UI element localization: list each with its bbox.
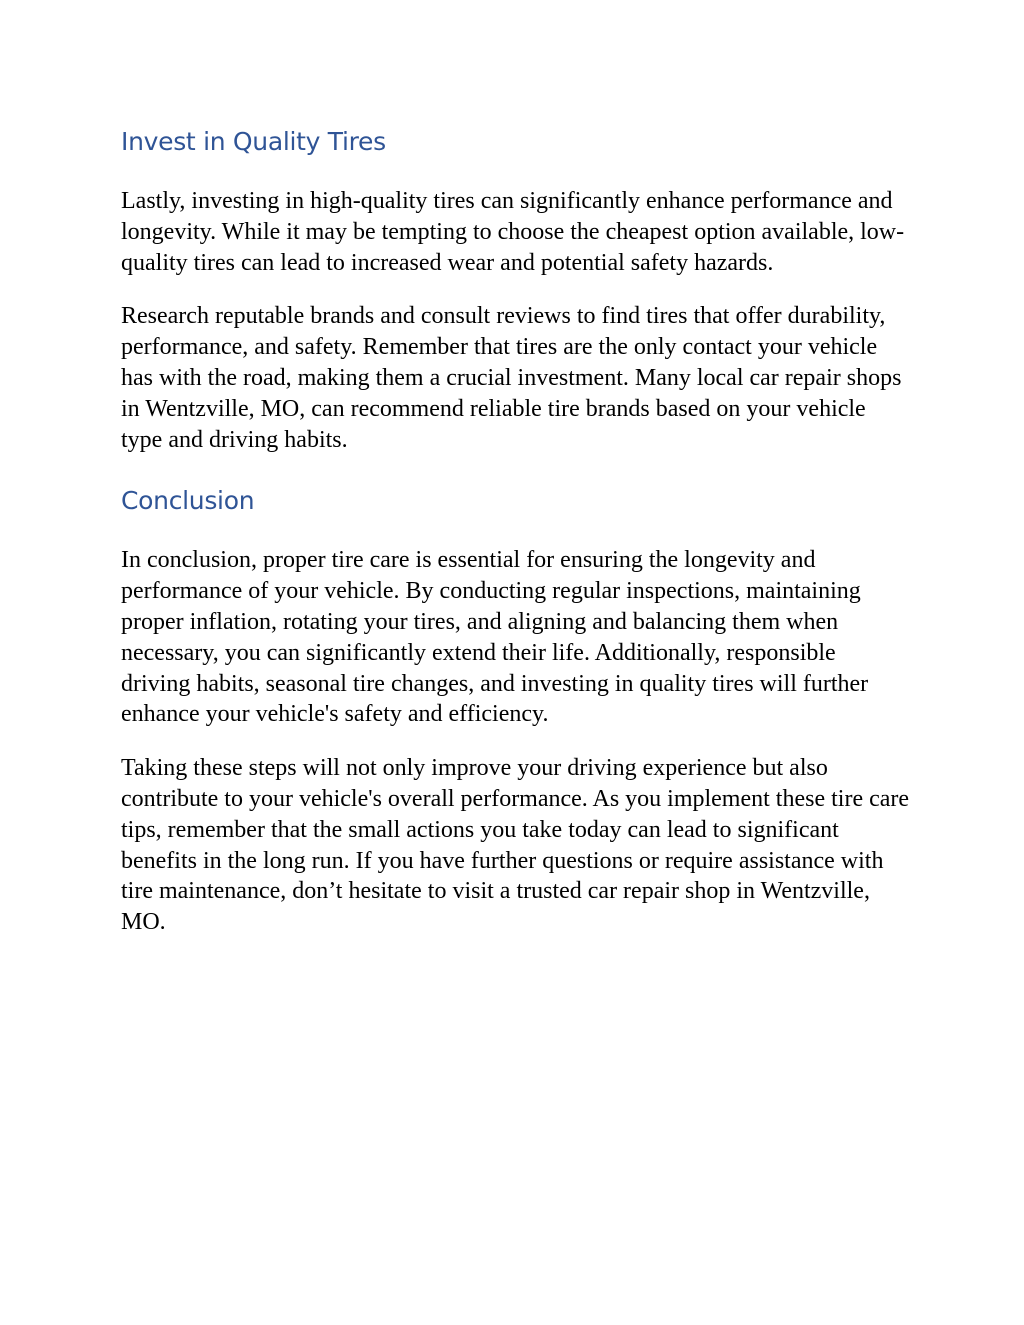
heading-invest-in-quality-tires: Invest in Quality Tires: [121, 127, 386, 156]
paragraph-closing-advice: Taking these steps will not only improve your driving experience but also contribute to your vehicle's overall performance. As you implement these tire care tips, remember that the small actions you take today can lead to significant benefits in the long run. If you have further questions or require assistance with tire maintenance, don’t hesitate to visit a trusted car repair shop in Wentzville, MO.: [121, 755, 910, 936]
paragraph-quality-tires-intro: Lastly, investing in high-quality tires can significantly enhance performance and longevity. While it may be tempting to choose the cheapest option available, low-quality tires can lead to increased wear and potential safety hazards.: [121, 188, 905, 276]
paragraph-conclusion-summary: In conclusion, proper tire care is essential for ensuring the longevity and performance of your vehicle. By conducting regular inspections, maintaining proper inflation, rotating your tires, and aligning and balancing them when necessary, you can significantly extend their life. Additionally, responsible driving habits, seasonal tire changes, and investing in quality tires will further enhance your vehicle's safety and efficiency.: [121, 547, 869, 728]
document-body: [121, 122, 911, 938]
heading-conclusion: Conclusion: [121, 486, 255, 516]
paragraph-research-brands: Research reputable brands and consult reviews to find tires that offer durability, performance, and safety. Remember that tires are the only contact your vehicle has with the road, making them a crucial investment. Many local car repair shops in Wentzville, MO, can recommend reliable tire brands based on your vehicle type and driving habits.: [121, 303, 902, 453]
